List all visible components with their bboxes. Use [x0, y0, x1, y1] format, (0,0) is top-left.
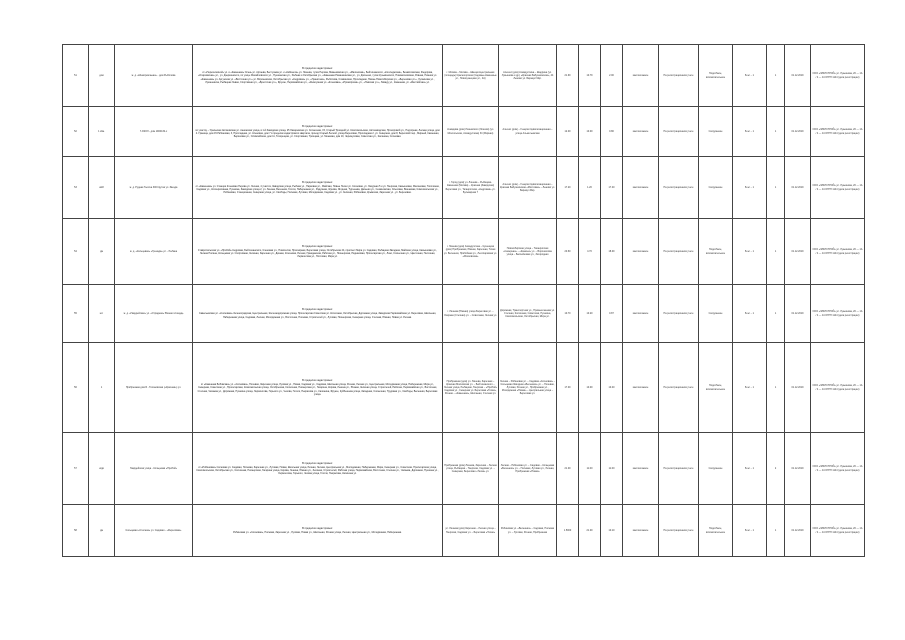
cell-desc-body: от «Каменная» ул. Станции Кленовая Перова ул. Лесная, 4 участок, Заводская улица, Рыбная ул., Парковая ул., Майская, Новые Пески ул. Сосновая, ул. Лазурная 5 и ул. Тверская, Камышовая, Малиновая, Тополиная, Садовая ул., Кооперативная, Пушкина, Заводская улица 2, ул. Ленина, Весенняя, Гоголя, Набережная ул., Радужная, Жукова, Ягодная, Тургенева, Дальняя ул., Семёновская, Ольховая, Вишнёвая, Комсомольская ул., Рябиновая, Станционная, Северная улица, ул. Свободы, Полевая, Луговая, Молодёжная, Садовая ул., ул. Зелёная, Рябиновая, Крымская, Заречная ул., ул. Березовая. [195, 184, 440, 195]
cell-addr: г. Москва – Москва – Швецко-Центральная (площадь) Красногорская (Садовые-Каменные ул., Новокузнецкая ул., 4А) [443, 45, 499, 107]
cell-date: 01.12.2019 [785, 45, 811, 107]
cell-width: 10.40 [601, 343, 623, 433]
cell-num: 55 [63, 285, 89, 343]
cell-desc [193, 157, 443, 219]
cell-holder: ООО «ЭЛЬТСТРОЙ» ул. Лукьянова, 20 — 1А / 4 — 44 ОГРН 1144 (дата регистрации) [811, 157, 865, 219]
table-row [63, 45, 865, 107]
cell-type: многоэтажное [623, 45, 659, 107]
cell-width: 10.10 [601, 505, 623, 557]
cell-status: На регистрационном учете [659, 285, 699, 343]
cell-grp: Б-эл. - 1 [733, 219, 767, 285]
cell-grp: Б-эл. - 1 [733, 505, 767, 557]
cell-name: Гвардейская улица - Кольцевая «Прибой» [115, 433, 193, 505]
cell-addr: ул. Ляшева (дом) Заречная – Лесная улица – Тверская, Садовая ул. – Береговая «Тихая» [443, 505, 499, 557]
cell-cnt: 2 [767, 433, 785, 505]
cell-area: 21.00 [557, 433, 579, 505]
table-row [63, 157, 865, 219]
cell-desc [193, 45, 443, 107]
cell-desc-head: В пределах кадастровых: [302, 67, 333, 71]
cell-length: 21.00 [579, 505, 601, 557]
cell-type: многоэтажное [623, 219, 659, 285]
cell-desc-head: В пределах кадастровых: [302, 308, 333, 312]
table-row [63, 219, 865, 285]
cell-type: многоэтажное [623, 433, 659, 505]
cell-width: 0.80 [601, 107, 623, 157]
cell-date: 01.12.2019 [785, 433, 811, 505]
cell-holder: ООО «ЭЛЬТСТРОЙ» ул. Лукьянова, 20 — 1А / 4 — 44 ОГРН 1144 (дата регистрации) [811, 343, 865, 433]
cell-name: ж. д. «Мемориальная» - дом Рыболова [115, 45, 193, 107]
cell-holder: ООО «ЭЛЬТСТРОЙ» ул. Лукьянова, 20 — 1А / 4 — 44 ОГРН 1144 (дата регистрации) [811, 45, 865, 107]
cell-cnt: 1 [767, 157, 785, 219]
cell-grp: Б-эл. - 1 [733, 343, 767, 433]
cell-addr: Прибрежная (дом) ул. Ляшева, Заречная – Красная Московская ул. – Бейтишанского – Лесная улица, Рыбацкая, Тверская – «Прибой» Садовая ул., Северная ул. Береговая «Тихая», Речная – «Каменная», Школьная, Степная ул. [443, 343, 499, 433]
cell-owner: Дорожная, Транспортная ул., Промышленная ул. Степная, Колхозная, Советская, Пушкина, Комсомольская, Октябрьская, Мира ул. [499, 285, 557, 343]
cell-name: ж. д. «Кольцевая» «Гренада» ул. - Рыбака [115, 219, 193, 285]
cell-desc-body: по участку – Уральская Автоковская ул. Аннинская улица, в 1-й Заводская улица, 25 Лазаревская ул. Солнечная, 15, Старый Троицкий ул. Комсомольская, Автозаводская, Прохоровой ул., Подгорная, Лесная улица, дом 4. Граница, дом 15 Рябиновая, 3, Прохладная, ул. Кленовая, дом 7 в пределах кадастрового квартала, проезд Старый Лесной, улица Береговая, Прохладная 2, ул. Северная, дом 8, Береговой пер., Мирный, Каменная, Берёзовая ул., Олимпийская, дом 11, Тихорецкая, ул. Спортивная, Троицкая, ул. Межевая, дом 10, Черемуховая, Советская ул., Калинина, Сосновая. [195, 128, 440, 139]
cell-area: 12.00 [557, 107, 579, 157]
cell-code: дом [89, 45, 115, 107]
cell-owner: Рябиновая ул. «Весенняя» – Садовая, Полевая ул. – Луговая, Речная, Прибрежная [499, 505, 557, 557]
cell-code: 1 2км. [89, 107, 115, 157]
cell-holder: ООО «ЭЛЬТСТРОЙ» ул. Лукьянова, 20 — 1А / 4 — 44 ОГРН 1144 (дата регистрации) [811, 505, 865, 557]
cell-area: 21.90 [557, 45, 579, 107]
cell-num: 51 [63, 45, 89, 107]
cell-length: 4.70 [579, 219, 601, 285]
table-row [63, 107, 865, 157]
cell-owner: Новосибирская улица – Таганрогская «Северная» – «Казачья» ул. – Ворошилова улица – Бассейновая ул., Загородная [499, 219, 557, 285]
cell-date: 01.12.2019 [785, 157, 811, 219]
cell-desc-body: от «Каменная Бобовская» ул. «Сосновая», Полевая, Заречная улица, Луговая ул., Новая, Садовая ул., Садовая, Школьная улица, Речная, Лесная ул., Центральная, Молодёжная улица, Набережная, Мира ул., Северная, Советская ул., Пролетарская, Комсомольская улица, Октябрьская, Колхозная, Пионерская ул., Гагарина, Кирова, Ленина ул., Южная, Зелёная улица, Строителей, Рабочая, Первомайская ул., Восточная, Степная, Чапаева ул., Дорожная, Пушкина улица, Лермонтова, Горького ул., Чехова, Гоголя, Некрасова ул., Калинина, Фрунзе, Куйбышева улица, Западная, Солнечная, Трудовая ул., Свободы, Весенняя, Береговая улица. [197, 383, 438, 396]
cell-length: 10.79 [579, 45, 601, 107]
cell-holder: ООО «ЭЛЬТСТРОЙ» ул. Лукьянова, 20 — 1А / 4 — 44 ОГРН 1144 (дата регистрации) [811, 219, 865, 285]
cell-cat: Сооружение [699, 285, 733, 343]
cell-cat: Подсобное, вспомогательное [699, 343, 733, 433]
cell-type: многоэтажное [623, 157, 659, 219]
cell-area: 17.00 [557, 343, 579, 433]
cell-owner: Альтекс (дом) – Генерал Цивилизационная – Красная Бабушкинская «Мостовая» – Лыново ул. Барнаул Мкр. [499, 157, 557, 219]
cell-desc-head: В пределах кадастровых: [302, 379, 333, 383]
cell-desc-body: от «Перепелкиной» ул. и «Каменная» Осень ул. Артаева, Бестужева ул. и «Кабинета» ул. Ляшева, тупик Перова, Мамыковская ул., «Малинская», Бейтишанского, «Колледжская», Безавтоматная, Федорова, «Огарковская» ул., ул. Дзержинского, по улице Михайловского ул., Пушкинская ул., Рыбная и Октябрьская ул., «Каменная Ромашкинская ул., ул. Дзяченко, тупик Кузьминского, Новомосковская, Ровная, Нижняя ул. «Каменная» ул. Аргунская ул. «Восточная ул.» ул. Воронежская, Октябрьская ул. «Кедровая» ул., «Гранитная», Рыболова, Славянская, Прохладная, Нижне-Новосибирская ул., «Березовая ул.», Хусаинова ул., Лукашевича, Рыбацкая Левая, Спортивная ул., «Брестская ул.», Фрунзе, Первомайская ул., «Жемчужная ул. «Кленовая», «Приморская» ул., «Невская ул.», Ливаду ул., Каменная, ул. «Балтийская» ул. [198, 71, 437, 84]
cell-cat: Подсобное, вспомогательное [699, 45, 733, 107]
cell-addr: г. Город (дом) ул. Ляшева – Рыбацкая-Каменная (Москва) – Красная (Заводская) Береговая ул., Таганрогская, «Кедровая» ул. Бульварная 7 [443, 157, 499, 219]
cell-date: 01.12.2019 [785, 505, 811, 557]
cell-desc-body: Ставропольская ул. «Прибой» Кедровая, Бейтишанского, Кленовая ул., Новосёлов, Приозёрная, Береговая улица, Октябрьская 24, проспект Мира ул. Садовая, Рыбацкая Звёздная, Майская улица, Камышовая ул., Лесная Поляна, Кольцевая ул. Спортивная, Зелёная, Заречная ул., Дачная, Ключевая, Речная, Гражданская, Рабочая ул., Пионерская, Родниковая, Пролетарская ул., Лазо, Солнечная ул., Цветочная, Песочная, Лермонтова ул., Почтовая, Мира ул. [197, 248, 438, 259]
cell-status: На регистрационном учете [659, 505, 699, 557]
cell-grp: Б-эл. - 1 [733, 45, 767, 107]
cell-grp: Б-эл. - 1 [733, 107, 767, 157]
table-body [63, 45, 865, 557]
cell-width: 18.00 [601, 219, 623, 285]
cell-desc-head: В пределах кадастровых: [302, 526, 333, 530]
cell-cnt: 1 [767, 285, 785, 343]
cell-type: многоэтажное [623, 285, 659, 343]
table-row [63, 433, 865, 505]
cell-desc-body: от «Рябиновая» Сосновая ул. Садовая, Полевая, Заречная ул., Луговая, Новая, Школьная улица, Речная, Лесная, Центральная ул., Молодёжная, Набережная, Мира, Северная ул., Советская, Пролетарская улица, Комсомольская, Октябрьская ул., Колхозная, Пионерская, Гагарина улица, Кирова, Ленина, Южная ул., Зелёная, Строителей, Рабочая улица, Первомайская, Восточная, Степная ул., Чапаева, Дорожная, Пушкина ул., Лермонтова, Горького, Чехова улица, Гоголя, Некрасова, Калинина ул. [196, 465, 439, 476]
cell-length: 10.00 [579, 107, 601, 157]
cell-owner: Лесная – Рябиновая ул. – Садовая – Кольцевая «Весенняя» ул. – Полевая, Луговая ул., Речная, Прибрежная «Новая» [499, 433, 557, 505]
cell-desc-head: В пределах кадастровых: [302, 461, 333, 465]
cell-holder: ООО «ЭЛЬТСТРОЙ» ул. Лукьянова, 20 — 1А / 4 — 44 ОГРН 1144 (дата регистрации) [811, 433, 865, 505]
cell-status: На регистрационном учете [659, 45, 699, 107]
cell-code: н/дв [89, 433, 115, 505]
cell-area: 1.5000 [557, 505, 579, 557]
cell-area: 10.70 [557, 285, 579, 343]
cell-num: 57 [63, 433, 89, 505]
table-row [63, 505, 865, 557]
cell-name: Г-ОКОЛ - дом 19000-М-х [115, 107, 193, 157]
cell-area: 20.60 [557, 219, 579, 285]
cell-width: 17.40 [601, 157, 623, 219]
cell-desc [193, 433, 443, 505]
cell-holder: ООО «ЭЛЬТСТРОЙ» ул. Лукьянова, 20 — 1А / 4 — 44 ОГРН 1144 (дата регистрации) [811, 107, 865, 157]
registry-table [62, 44, 865, 557]
cell-status: На регистрационном учете [659, 219, 699, 285]
cell-length: 10.20 [579, 285, 601, 343]
cell-date: 01.12.2019 [785, 107, 811, 157]
table-row [63, 285, 865, 343]
cell-cnt: 1 [767, 107, 785, 157]
cell-desc [193, 505, 443, 557]
cell-num: 58 [63, 505, 89, 557]
cell-name: Кольцевая «Степная» ул. Садовая – «Береговая» [115, 505, 193, 557]
cell-owner: Альтекс (дом) – Генерал Цивилизационная – улица Альметьевская [499, 107, 557, 157]
cell-desc [193, 107, 443, 157]
cell-width: 11.00 [601, 433, 623, 505]
cell-date: 01.12.2019 [785, 219, 811, 285]
cell-name: ж. д. Рудная Тысяча 300 Крутая ул. Звезда [115, 157, 193, 219]
cell-num: 52 [63, 107, 89, 157]
cell-length: 11.00 [579, 433, 601, 505]
cell-desc-head: В пределах кадастровых: [302, 180, 333, 184]
cell-cat: Сооружение [699, 433, 733, 505]
cell-desc-body: Савельевская ул. «Сосновая» Зеленоградская, Центральная, Железнодорожная улица, Пролетарская Советская ул. Колхозная, Октябрьская, Дорожная улица, Заводская Первомайская ул. Береговая, Школьная, Набережная улица, Садовая, Лесная, Молодёжная ул., Восточная, Полевая, Строителей ул., Луговая, Пионерская, Северная улица, Степная, Южная, Новая ул. Речная. [198, 312, 437, 319]
cell-date: 01.12.2019 [785, 343, 811, 433]
cell-length: 1.20 [579, 157, 601, 219]
cell-date: 01.12.2019 [785, 285, 811, 343]
cell-code: нсг [89, 285, 115, 343]
cell-name: ж. д. «Гвардейская» ул. «Отрадная» Южная площадь [115, 285, 193, 343]
cell-type: многоэтажное [623, 343, 659, 433]
cell-addr: Ахмадова (дом) Ляшевского (Лошков) (ул. Монгольская, Ахмадуллина) 34 (Мирная) [443, 107, 499, 157]
cell-status: На регистрационном учете [659, 433, 699, 505]
cell-status: На регистрационном учете [659, 157, 699, 219]
cell-code: дм [89, 219, 115, 285]
cell-status: На регистрационном учете [659, 343, 699, 433]
cell-desc-body: Рябиновая ул. «Сосновая», Полевая, Заречная ул., Луговая, Новая ул., Школьная, Речная улица, Лесная, Центральная ул., Молодёжная, Набережная. [233, 531, 402, 534]
table-row [63, 343, 865, 433]
cell-cat: Сооружение [699, 107, 733, 157]
cell-grp: Б-эл. - 1 [733, 285, 767, 343]
cell-width: 2.00 [601, 45, 623, 107]
cell-addr: Прибрежная (дом) Ляшева, Заречная – Лесная улица, Рыбацкая – Тверская, Садовая ул. – Северная, Береговая «Тихая» ул. [443, 433, 499, 505]
cell-cat: Подсобное, вспомогательное [699, 219, 733, 285]
cell-desc [193, 219, 443, 285]
cell-cnt: 1 [767, 219, 785, 285]
cell-cat: Сооружение [699, 157, 733, 219]
cell-grp: Б-эл. - 1 [733, 157, 767, 219]
cell-num: 56 [63, 343, 89, 433]
cell-cat: Подсобное, вспомогательное [699, 505, 733, 557]
cell-desc-head: В пределах кадастровых: [302, 244, 333, 248]
cell-desc-head: В пределах кадастровых: [302, 124, 333, 128]
cell-code: дм [89, 505, 115, 557]
cell-code: н/вб [89, 157, 115, 219]
cell-status: На регистрационном учете [659, 107, 699, 157]
cell-type: многоэтажное [623, 505, 659, 557]
cell-cnt: 1 [767, 343, 785, 433]
cell-num: 53 [63, 157, 89, 219]
cell-holder: ООО «ЭЛЬТСТРОЙ» ул. Лукьянова, 20 — 1А / 4 — 44 ОГРН 1144 (дата регистрации) [811, 285, 865, 343]
cell-cnt: 1 [767, 45, 785, 107]
cell-addr: г. Ляшева (Южная) улица Береговая ул. – Озёрная (Степная) ул. – Совхозная, Лесная ул. [443, 285, 499, 343]
cell-grp: Б-эл. - 1 [733, 433, 767, 505]
cell-desc [193, 343, 443, 433]
cell-code: 1 [89, 343, 115, 433]
cell-type: многоэтажное [623, 107, 659, 157]
cell-owner: Лесная – Рябиновая ул. – Садовая «Сосновая» – Кольцевая Звёздная «Весенняя» ул. – Полевая, Луговая, Речная ул., Прибрежная ул., Молодёжная «Новая» – Центральная улица – Береговая ул. [499, 343, 557, 433]
cell-addr: г. Ляшева (дом) Ахмадуллина – Кузнецкая (дом) Прибрежная, Южная, Заречная, Тихая ул. Весенняя, Прибойная ул., Лесопарковая ул. «Московская» [443, 219, 499, 285]
cell-num: 54 [63, 219, 89, 285]
cell-desc [193, 285, 443, 343]
cell-name: Прибрежная дом Б - Тихоновская («Красная») ул. [115, 343, 193, 433]
cell-width: 0.87 [601, 285, 623, 343]
cell-area: 17.20 [557, 157, 579, 219]
cell-length: 10.00 [579, 343, 601, 433]
cell-owner: Альтекс (дом) Ахмадуллина – Шадрина (ул. Лукьянова и др.) «Красная Бабушкинская», 44 Лыново ул. Барнаул Мкр. [499, 45, 557, 107]
cell-cnt: 1 [767, 505, 785, 557]
